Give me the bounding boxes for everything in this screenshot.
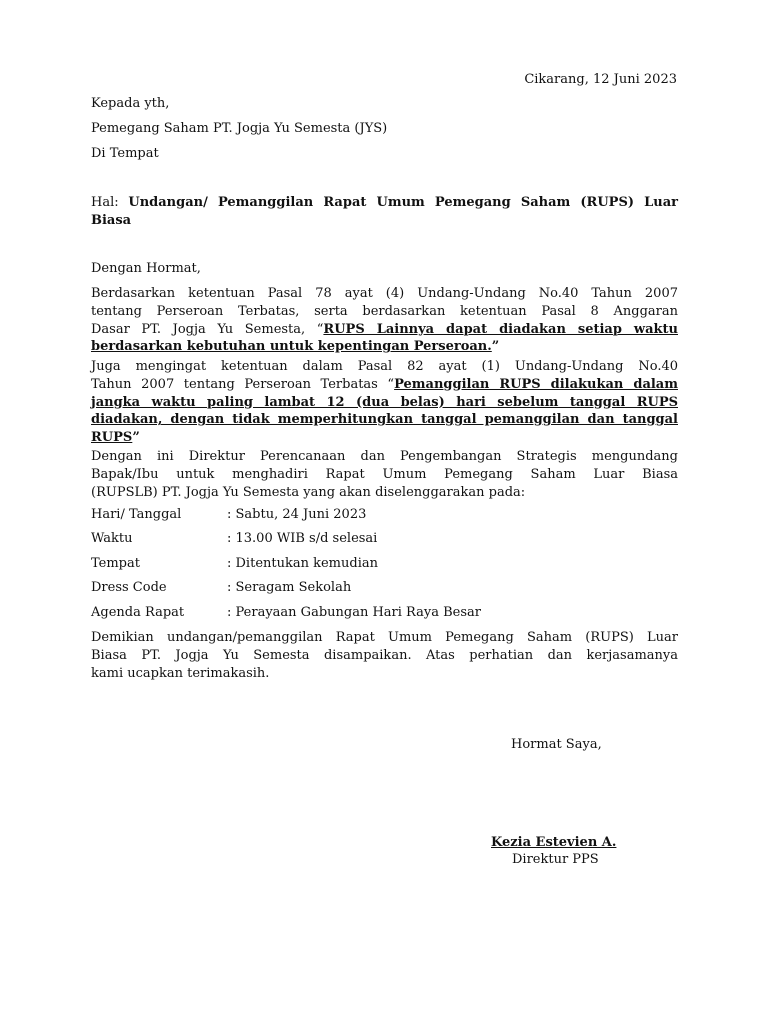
detail-label: Hari/ Tanggal — [91, 507, 182, 522]
detail-value: : Sabtu, 24 Juni 2023 — [227, 507, 367, 522]
paragraph-line: Juga mengingat ketentuan dalam Pasal 82 ayat (1) Undang-Undang No.40 — [91, 359, 678, 374]
detail-value: : Perayaan Gabungan Hari Raya Besar — [227, 605, 482, 620]
signer-name: Kezia Estevien A. — [491, 835, 617, 850]
paragraph-line: Dasar PT. Jogja Yu Semesta, “ — [91, 321, 324, 337]
paragraph-line: kami ucapkan terimakasih. — [91, 665, 270, 681]
detail-label: Tempat — [91, 556, 140, 571]
detail-value: : Ditentukan kemudian — [227, 556, 378, 571]
place-date: Cikarang, 12 Juni 2023 — [524, 72, 677, 87]
paragraph-invitation — [91, 448, 678, 501]
quoted-clause: RUPS — [91, 430, 133, 446]
signer-title: Direktur PPS — [512, 852, 599, 867]
subject-label: Hal: — [91, 195, 119, 210]
recipient-location: Di Tempat — [91, 146, 159, 161]
subject — [91, 194, 678, 230]
recipient-salutation: Kepada yth, — [91, 96, 170, 111]
quoted-clause: Pemanggilan RUPS dilakukan dalam — [394, 376, 678, 392]
detail-value: : 13.00 WIB s/d selesai — [227, 531, 378, 546]
recipient-name: Pemegang Saham PT. Jogja Yu Semesta (JYS) — [91, 121, 388, 136]
paragraph-line: Biasa PT. Jogja Yu Semesta disampaikan. Atas perhatian dan kerjasamanya — [91, 647, 678, 663]
paragraph-legal-basis — [91, 285, 678, 356]
quoted-clause: RUPS Lainnya dapat diadakan setiap waktu — [323, 321, 678, 337]
signature-regards: Hormat Saya, — [511, 737, 602, 752]
detail-label: Dress Code — [91, 580, 167, 595]
paragraph-line: Dengan ini Direktur Perencanaan dan Pengembangan Strategis mengundang — [91, 449, 678, 464]
paragraph-summons-rule — [91, 358, 678, 447]
paragraph-line: (RUPSLB) PT. Jogja Yu Semesta yang akan diselenggarakan pada: — [91, 484, 526, 500]
closing-quote: ” — [132, 430, 140, 446]
subject-title: Undangan/ Pemanggilan Rapat Umum Pemegang Saham (RUPS) Luar — [128, 195, 678, 210]
detail-label: Waktu — [91, 531, 133, 546]
paragraph-line: Demikian undangan/pemanggilan Rapat Umum Pemegang Saham (RUPS) Luar — [91, 630, 678, 645]
paragraph-closing — [91, 629, 678, 682]
quoted-clause: diadakan, dengan tidak memperhitungkan tanggal pemanggilan dan tanggal — [91, 412, 678, 428]
subject-title-cont: Biasa — [91, 212, 132, 228]
greeting: Dengan Hormat, — [91, 261, 201, 276]
paragraph-line: tentang Perseroan Terbatas, serta berdasarkan ketentuan Pasal 8 Anggaran — [91, 303, 678, 319]
paragraph-line: Berdasarkan ketentuan Pasal 78 ayat (4) Undang-Undang No.40 Tahun 2007 — [91, 286, 678, 301]
detail-value: : Seragam Sekolah — [227, 580, 352, 595]
paragraph-line: Tahun 2007 tentang Perseroan Terbatas “ — [91, 376, 395, 392]
quoted-clause: berdasarkan kebutuhan untuk kepentingan Perseroan. — [91, 339, 492, 355]
quoted-clause: jangka waktu paling lambat 12 (dua belas) hari sebelum tanggal RUPS — [91, 394, 678, 410]
paragraph-line: Bapak/Ibu untuk menghadiri Rapat Umum Pemegang Saham Luar Biasa — [91, 466, 678, 482]
detail-label: Agenda Rapat — [91, 605, 185, 620]
closing-quote: ” — [491, 339, 500, 355]
